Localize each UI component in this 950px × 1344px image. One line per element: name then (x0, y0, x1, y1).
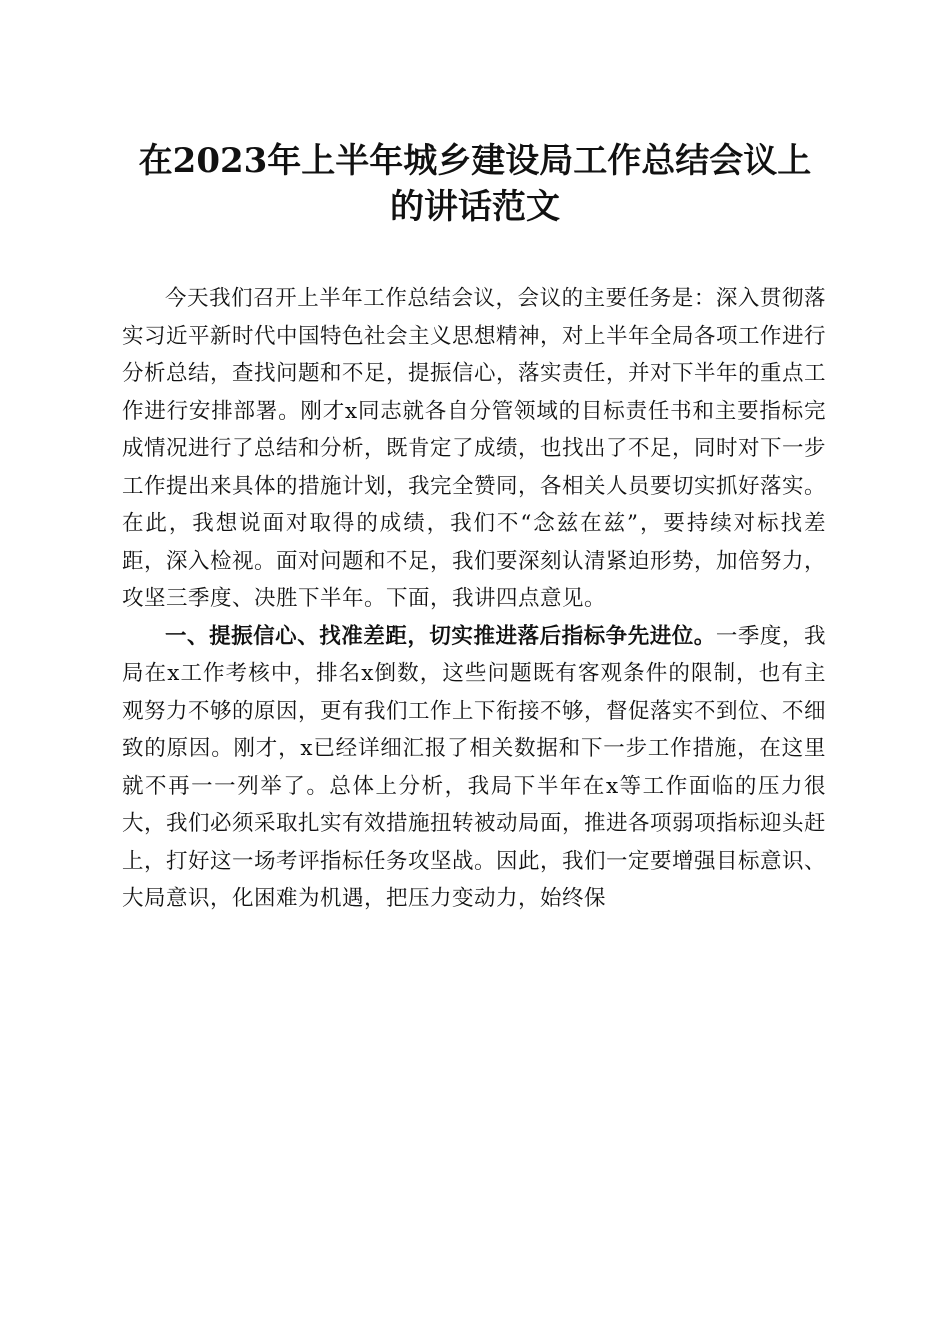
document-title (100, 138, 850, 230)
title-line-1: 在2023年上半年城乡建设局工作总结会议上 (138, 141, 812, 181)
document-body (122, 280, 826, 918)
title-line-2: 的讲话范文 (390, 187, 560, 227)
section-one-text: 一季度，我局在x工作考核中，排名x倒数，这些问题既有客观条件的限制，也有主观努力不够的原因，更有我们工作上下衔接不够，督促落实不到位、不细致的原因。刚才，x已经详细汇报了相关数据和下一步工作措施，在这里就不再一一列举了。总体上分析，我局下半年在x等工作面临的压力很大，我们必须采取扎实有效措施扭转被动局面，推进各项弱项指标迎头赶上，打好这一场考评指标任务攻坚战。因此，我们一定要增强目标意识、大局意识，化困难为机遇，把压力变动力，始终保 (122, 623, 827, 911)
intro-paragraph: 今天我们召开上半年工作总结会议，会议的主要任务是：深入贯彻落实习近平新时代中国特色社会主义思想精神，对上半年全局各项工作进行分析总结，查找问题和不足，提振信心，落实责任，并对下半年的重点工作进行安排部署。刚才x同志就各自分管领域的目标责任书和主要指标完成情况进行了总结和分析，既肯定了成绩，也找出了不足，同时对下一步工作提出来具体的措施计划，我完全赞同，各相关人员要切实抓好落实。在此，我想说面对取得的成绩，我们不“念兹在兹”，要持续对标找差距，深入检视。面对问题和不足，我们要深刻认清紧迫形势，加倍努力，攻坚三季度、决胜下半年。下面，我讲四点意见。 (122, 286, 827, 611)
section-one-heading: 一、提振信心、找准差距，切实推进落后指标争先进位。 (165, 623, 716, 649)
section-one-paragraph (122, 618, 826, 918)
